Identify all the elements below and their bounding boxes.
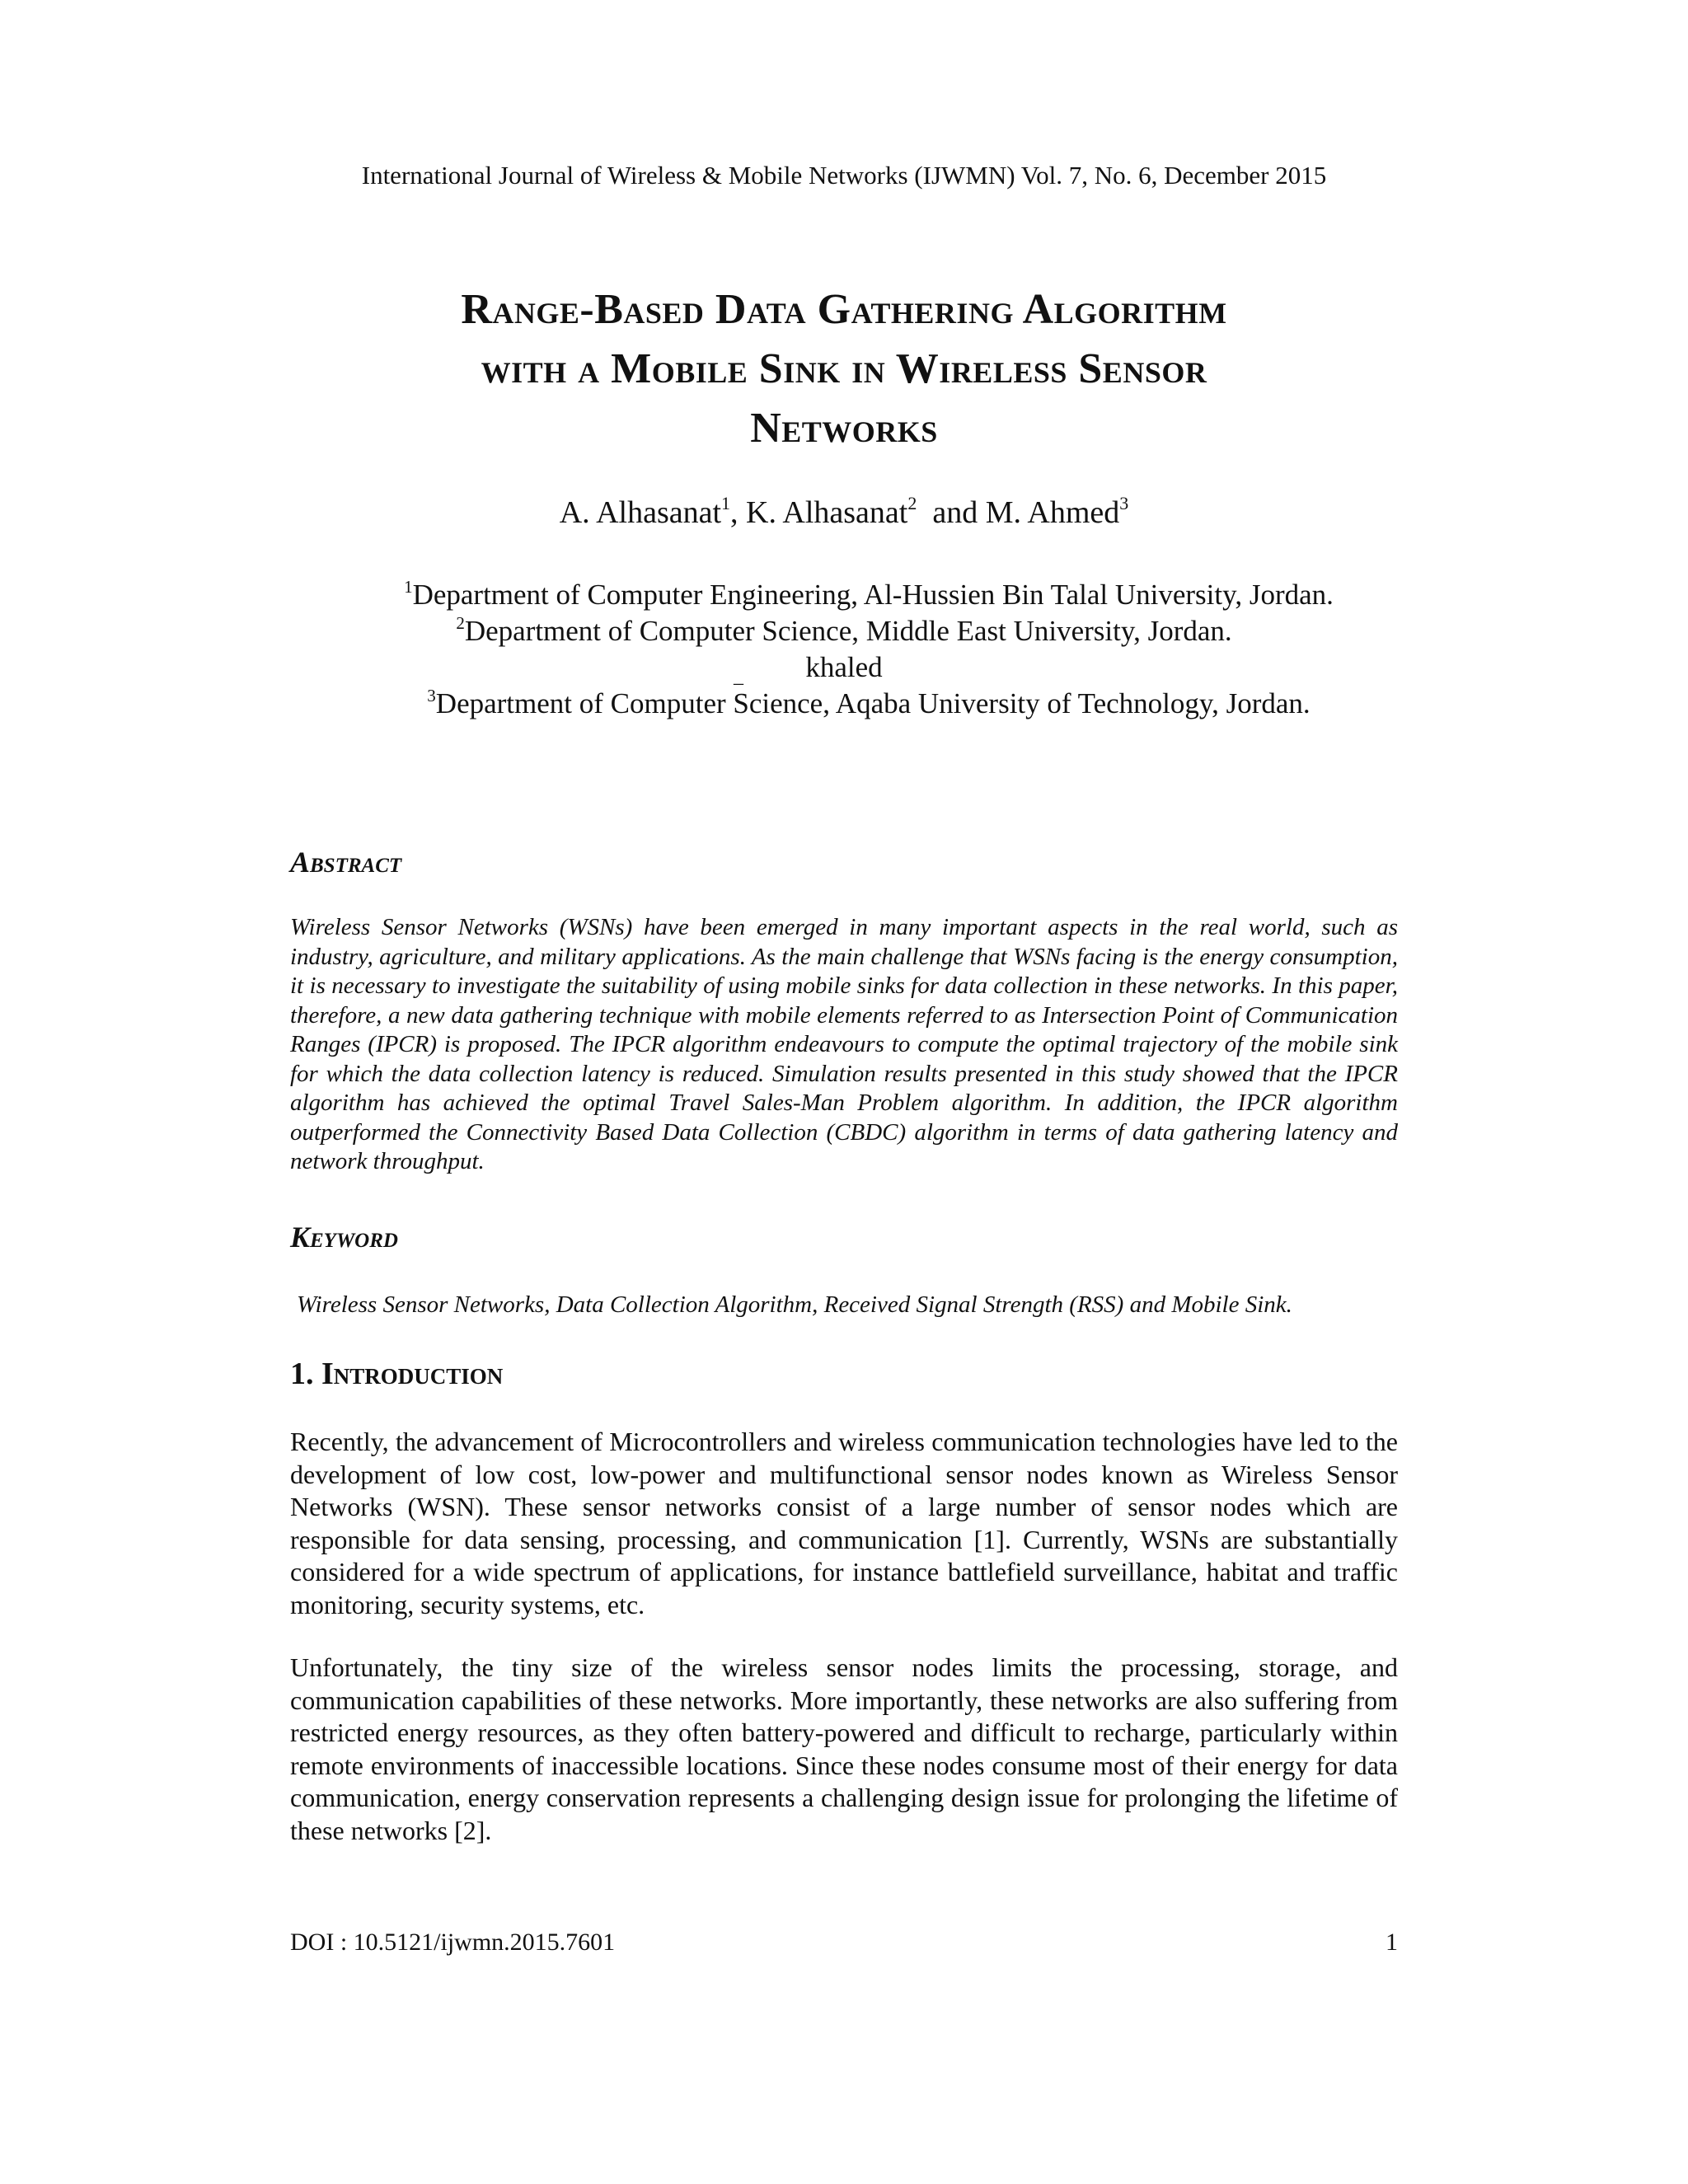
page-number: 1 [1386, 1929, 1398, 1956]
abstract-body: Wireless Sensor Networks (WSNs) have been emerged in many important aspects in the real world, such as industry, agriculture, and military applications. As the main challenge that WSNs facing is the energy consumption, it is necessary to investigate the suitability of using mobile sinks for data collection in these networks. In this paper, therefore, a new data gathering technique with mobile elements referred to as Intersection Point of Communication Ranges (IPCR) is proposed. The IPCR algorithm endeavours to compute the optimal trajectory of the mobile sink for which the data collection latency is reduced. Simulation results presented in this study showed that the IPCR algorithm has achieved the optimal Travel Sales-Man Problem algorithm. In addition, the IPCR algorithm outperformed the Connectivity Based Data Collection (CBDC) algorithm in terms of data gathering latency and network throughput. [290, 914, 1398, 1174]
affiliation-list [0, 577, 1688, 722]
author-2-name: K. Alhasanat [746, 495, 908, 530]
email-underscore-mark: _ [734, 666, 743, 687]
author-3-name: M. Ahmed [985, 495, 1120, 530]
author-3-affiliation-mark: 3 [1119, 493, 1129, 513]
author-2-affiliation-mark: 2 [907, 493, 917, 513]
affiliation-2-text: Department of Computer Science, Middle East University, Jordan. [464, 615, 1232, 647]
affiliation-2 [0, 613, 1688, 649]
introduction-paragraph-2: Unfortunately, the tiny size of the wireless sensor nodes limits the processing, storage, and communication capabilities of these networks. More importantly, these networks are also suffering from restricted energy resources, as they often battery-powered and difficult to recharge, particularly within remote environments of inaccessible locations. Since these nodes consume most of their energy for data communication, energy conservation represents a challenging design issue for prolonging the lifetime of these networks [2]. [290, 1652, 1398, 1845]
author-1-affiliation-mark: 1 [721, 493, 731, 513]
abstract-heading: Abstract [290, 846, 402, 879]
author-1-name: A. Alhasanat [559, 495, 722, 530]
keyword-body: Wireless Sensor Networks, Data Collection Algorithm, Received Signal Strength (RSS) and Mobile Sink. [297, 1291, 1292, 1318]
affiliation-3 [0, 686, 1688, 722]
affiliation-3-mark: 3 [427, 686, 436, 705]
affiliation-3-text: Department of Computer Science, Aqaba University of Technology, Jordan. [435, 687, 1311, 719]
title-line-2: with a Mobile Sink in Wireless Sensor [481, 345, 1207, 392]
affiliation-1-mark: 1 [404, 577, 413, 597]
introduction-paragraph-1: Recently, the advancement of Microcontrollers and wireless communication technologies have led to the development of low cost, low-power and multifunctional sensor nodes known as Wireless Sensor Networks (WSN). These sensor networks consist of a large number of sensor nodes which are responsible for data sensing, processing, and communication [1]. Currently, WSNs are substantially considered for a wide spectrum of applications, for instance battlefield surveillance, habitat and traffic monitoring, security systems, etc. [290, 1427, 1398, 1619]
doi-footer: DOI : 10.5121/ijwmn.2015.7601 [290, 1929, 616, 1956]
affiliation-1 [0, 577, 1688, 613]
paper-title [247, 280, 1441, 458]
author-separator-1: , [730, 495, 747, 530]
title-line-3: Networks [750, 405, 938, 452]
author-separator-2: and [917, 495, 986, 530]
journal-header: International Journal of Wireless & Mobile Networks (IJWMN) Vol. 7, No. 6, December 2015 [361, 161, 1327, 190]
author-list [0, 494, 1688, 531]
title-line-1: Range-Based Data Gathering Algorithm [461, 286, 1227, 333]
author-email: khaled [805, 651, 883, 683]
affiliation-1-text: Department of Computer Engineering, Al-Hussien Bin Talal University, Jordan. [412, 579, 1334, 611]
keyword-heading: Keyword [290, 1221, 398, 1254]
introduction-heading: 1. Introduction [290, 1357, 504, 1391]
affiliation-2-mark: 2 [456, 613, 465, 633]
